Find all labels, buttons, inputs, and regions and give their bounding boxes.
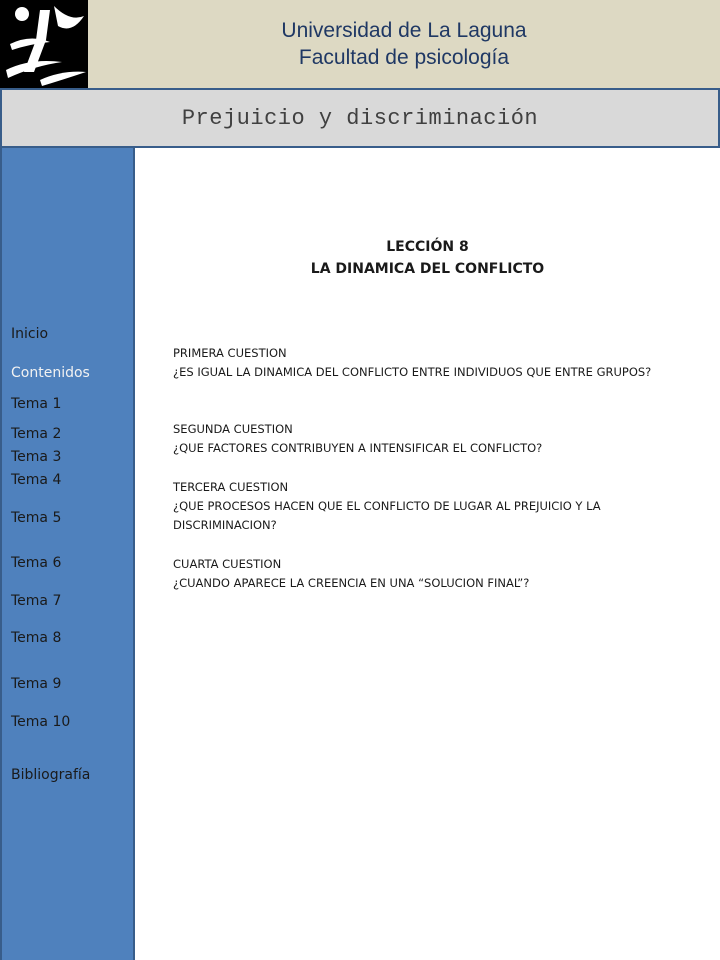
question-text: ¿QUE PROCESOS HACEN QUE EL CONFLICTO DE LUGAR AL PREJUICIO Y LA DISCRIMINACION? [173, 499, 601, 532]
faculty-name: Facultad de psicología [298, 46, 510, 69]
sidebar-nav [0, 148, 135, 960]
nav-tema-10[interactable]: Tema 10 [11, 714, 71, 730]
question-text: ¿ES IGUAL LA DINAMICA DEL CONFLICTO ENTRE INDIVIDUOS QUE ENTRE GRUPOS? [173, 365, 652, 379]
title-bar [0, 88, 720, 148]
university-logo [0, 0, 88, 88]
question-heading: PRIMERA CUESTION [173, 346, 287, 360]
question-heading: TERCERA CUESTION [173, 480, 289, 494]
main-content [135, 148, 720, 960]
lesson-heading [135, 236, 720, 280]
header-band [88, 0, 720, 88]
question-block [173, 478, 673, 535]
university-name: Universidad de La Laguna [281, 19, 527, 42]
question-block [173, 420, 673, 458]
lesson-number: LECCIÓN 8 [386, 239, 469, 255]
nav-tema-5[interactable]: Tema 5 [11, 510, 62, 526]
lesson-name: LA DINAMICA DEL CONFLICTO [310, 261, 545, 277]
question-heading: CUARTA CUESTION [173, 557, 282, 571]
question-block [173, 344, 673, 382]
question-block [173, 555, 673, 593]
nav-tema-7[interactable]: Tema 7 [11, 593, 62, 609]
page-title: Prejuicio y discriminación [181, 105, 539, 131]
nav-tema-9[interactable]: Tema 9 [11, 676, 62, 692]
nav-tema-8[interactable]: Tema 8 [11, 630, 62, 646]
nav-tema-2[interactable]: Tema 2 [11, 426, 62, 442]
nav-tema-3[interactable]: Tema 3 [11, 449, 62, 465]
question-heading: SEGUNDA CUESTION [173, 422, 293, 436]
nav-tema-4[interactable]: Tema 4 [11, 472, 62, 488]
question-text: ¿CUANDO APARECE LA CREENCIA EN UNA “SOLUCION FINAL”? [173, 576, 530, 590]
nav-inicio[interactable]: Inicio [11, 326, 49, 342]
logo-figure-icon [0, 0, 88, 88]
question-text: ¿QUE FACTORES CONTRIBUYEN A INTENSIFICAR EL CONFLICTO? [173, 441, 543, 455]
nav-contenidos[interactable]: Contenidos [11, 365, 90, 381]
nav-bibliografia[interactable]: Bibliografía [11, 767, 91, 783]
nav-tema-1[interactable]: Tema 1 [11, 396, 62, 412]
nav-tema-6[interactable]: Tema 6 [11, 555, 62, 571]
